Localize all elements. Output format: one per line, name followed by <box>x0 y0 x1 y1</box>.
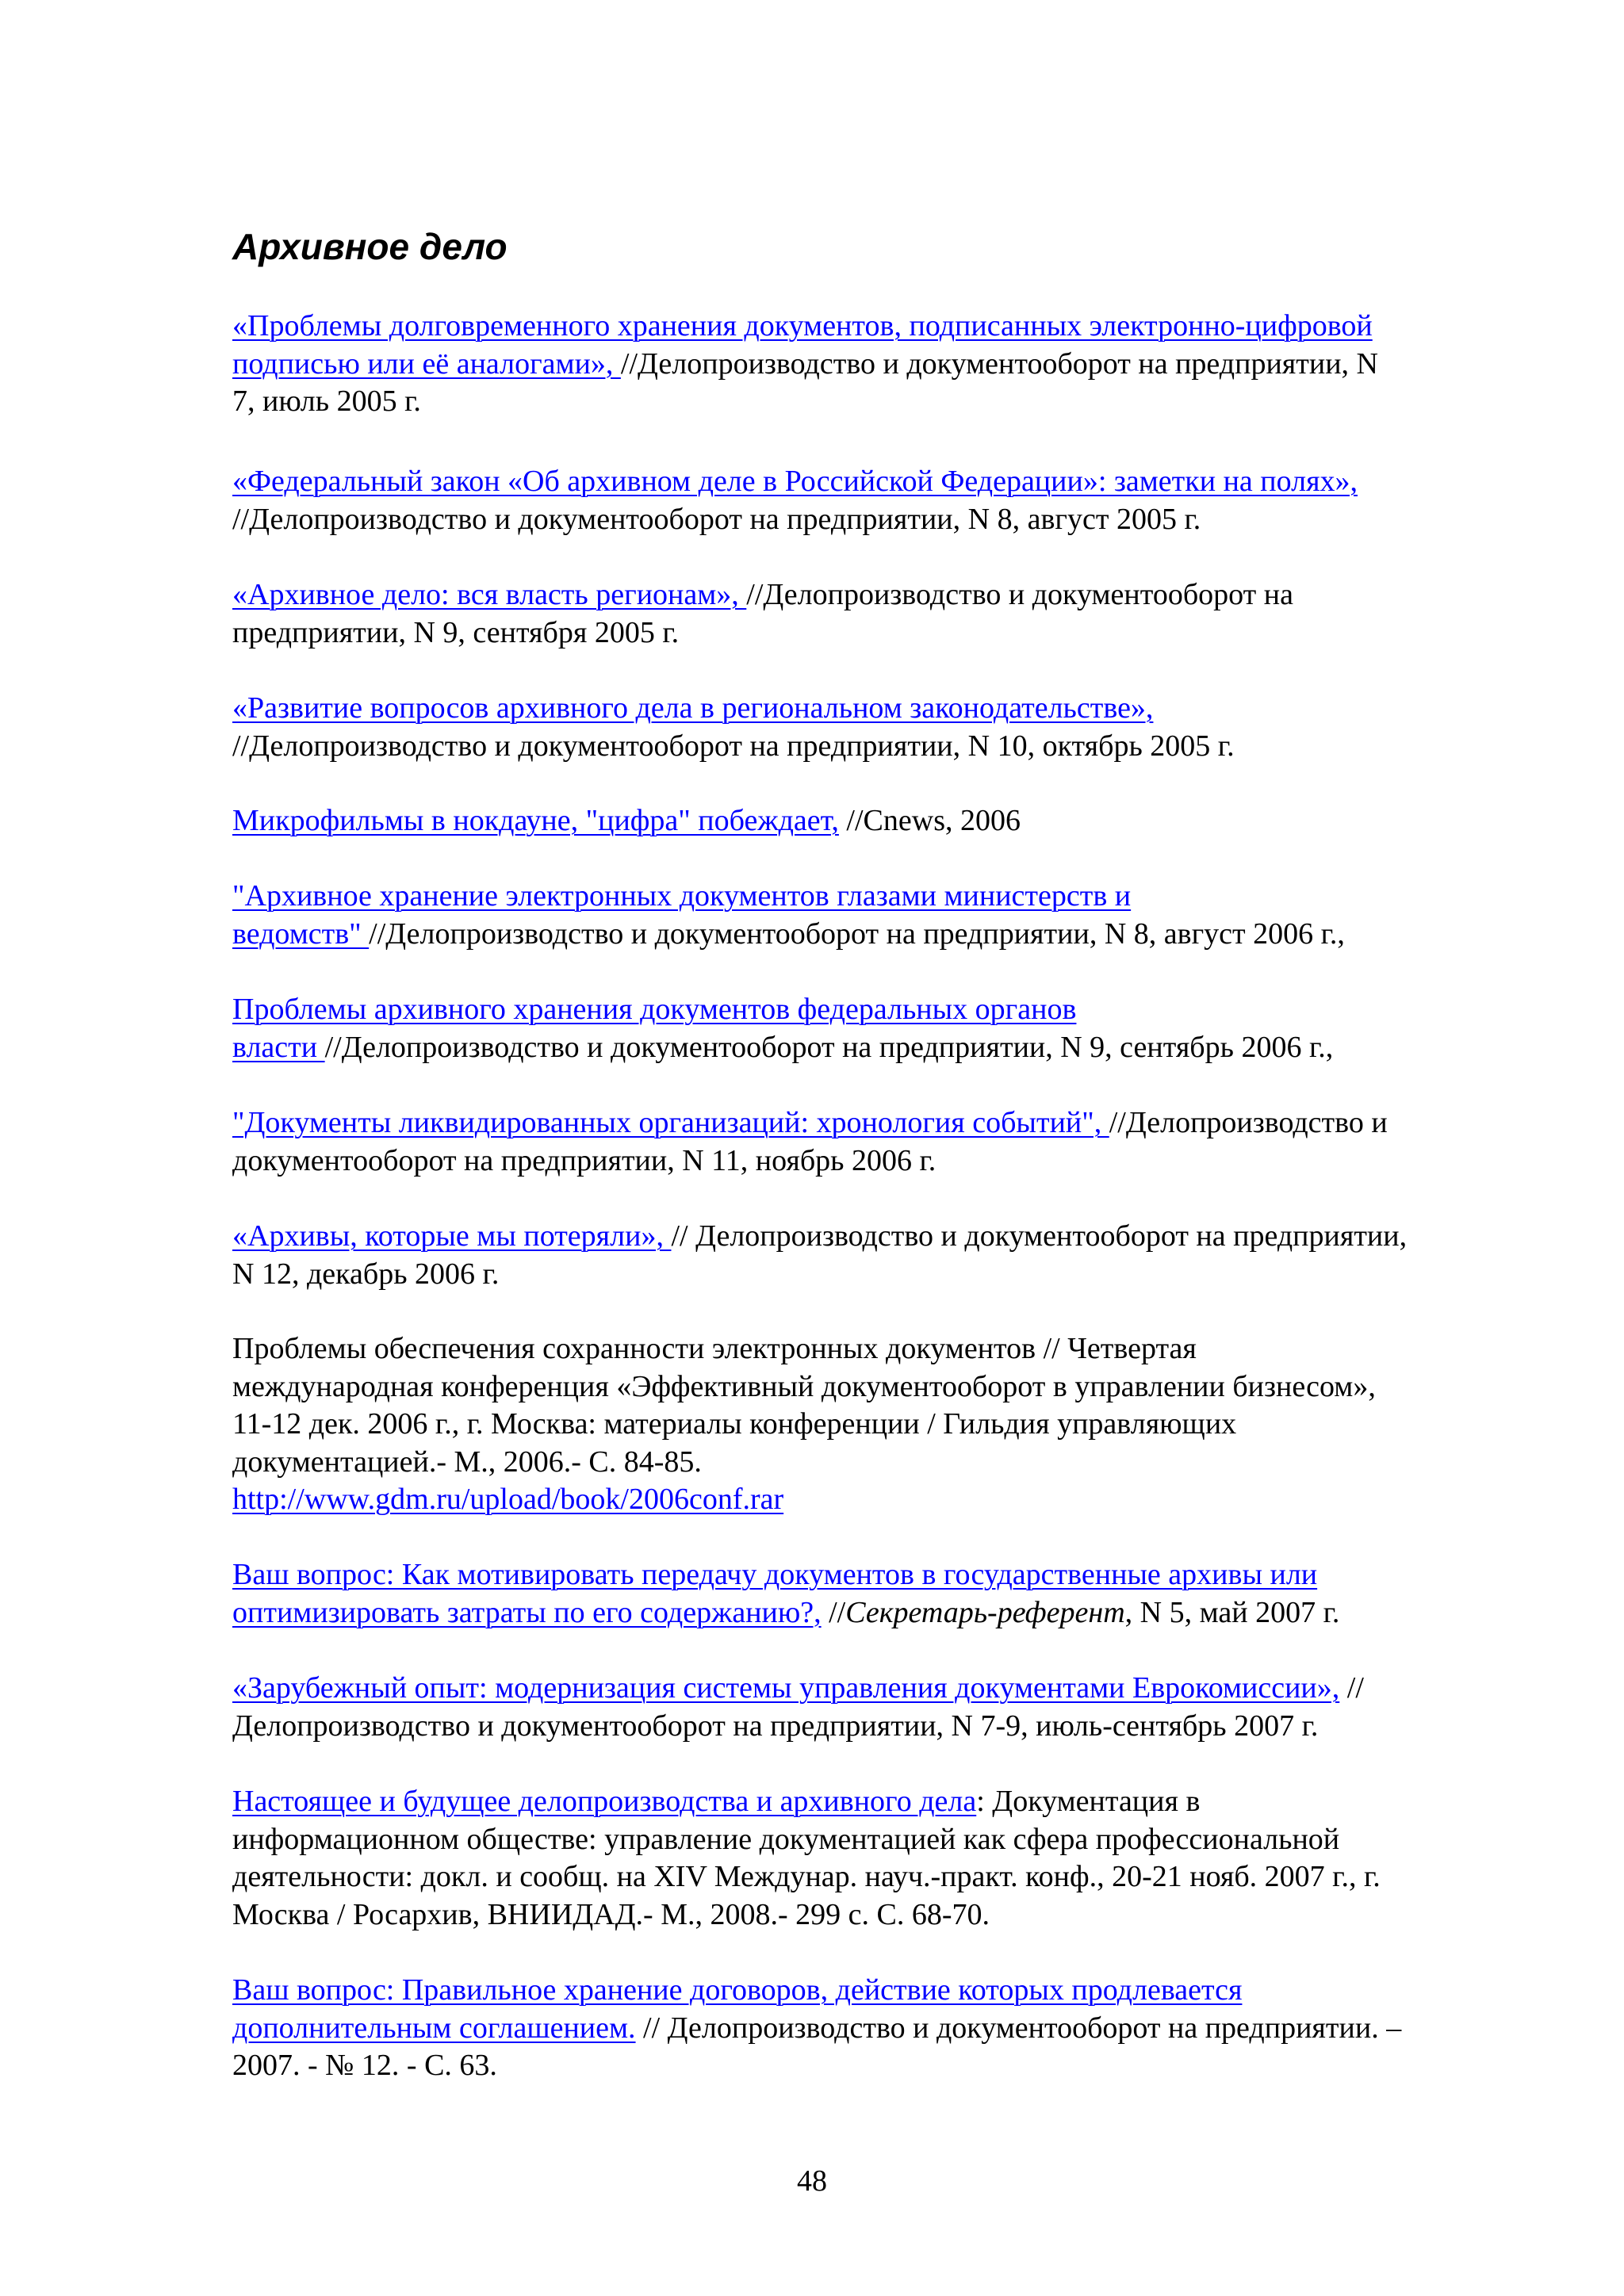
entry-source-text: Делопроизводство и документооборот на предприятии, N 7-9, июль-сентябрь 2007 г. <box>232 1709 1319 1743</box>
entry-line <box>232 346 1533 384</box>
entry-source-text: документацией.- М., 2006.- С. 84-85. <box>232 1445 702 1479</box>
entry-line <box>232 878 1533 916</box>
entry-source-text: международная конференция «Эффективный документооборот в управлении бизнесом», <box>232 1369 1376 1403</box>
entry-source-text: //Делопроизводство и документооборот на предприятии, N 10, октябрь 2005 г. <box>232 729 1235 763</box>
entry-source-text: Москва / Росархив, ВНИИДАД.- М., 2008.- 299 с. С. 68-70. <box>232 1897 990 1931</box>
bibliography-entry <box>232 576 1533 652</box>
bibliography-entry <box>232 1556 1533 1632</box>
entry-link[interactable]: оптимизировать затраты по его содержанию?, <box>232 1595 822 1629</box>
entry-line <box>232 1896 1533 1934</box>
bibliography-entry <box>232 802 1533 840</box>
entry-source-text: // Делопроизводство и документооборот на предприятии, <box>671 1219 1408 1253</box>
entry-link[interactable]: Ваш вопрос: Как мотивировать передачу документов в государственные архивы или <box>232 1558 1318 1591</box>
entry-link[interactable]: "Документы ликвидированных организаций: хронология событий", <box>232 1106 1109 1139</box>
entry-line <box>232 916 1533 954</box>
bibliography-entry <box>232 991 1533 1066</box>
entry-source-text: документооборот на предприятии, N 11, ноябрь 2006 г. <box>232 1143 936 1177</box>
entry-line <box>232 1218 1533 1256</box>
entry-source-text: 11-12 дек. 2006 г., г. Москва: материалы конференции / Гильдия управляющих <box>232 1407 1237 1441</box>
entry-line <box>232 1783 1533 1821</box>
entry-line <box>232 802 1533 840</box>
entry-source-text: //Делопроизводство и документооборот на предприятии, N 8, август 2006 г., <box>369 916 1345 951</box>
bibliography-entry <box>232 690 1533 765</box>
bibliography-entry <box>232 1104 1533 1180</box>
entry-source-text: 2007. - № 12. - С. 63. <box>232 2049 497 2082</box>
entry-link[interactable]: Ваш вопрос: Правильное хранение договоров, действие которых продлевается <box>232 1973 1243 2007</box>
entry-source-text: предприятии, N 9, сентября 2005 г. <box>232 615 680 649</box>
entry-link[interactable]: ведомств" <box>232 916 370 951</box>
entry-source-text: // Делопроизводство и документооборот на предприятии. – <box>635 2011 1402 2045</box>
entry-line <box>232 308 1533 346</box>
entry-line <box>232 1406 1533 1444</box>
entry-line <box>232 1330 1533 1368</box>
entry-line <box>232 1368 1533 1406</box>
entry-link[interactable]: Проблемы архивного хранения документов федеральных органов <box>232 993 1077 1026</box>
entry-line <box>232 1594 1533 1632</box>
entry-line <box>232 501 1533 539</box>
entry-line <box>232 1708 1533 1746</box>
entry-link[interactable]: подписью или её аналогами», <box>232 346 621 381</box>
entry-line <box>232 1670 1533 1708</box>
entry-line <box>232 1556 1533 1594</box>
entry-link[interactable]: «Развитие вопросов архивного дела в региональном законодательстве», <box>232 691 1154 725</box>
entry-link[interactable]: «Проблемы долговременного хранения документов, подписанных электронно-цифровой <box>232 309 1373 342</box>
entry-line <box>232 1858 1533 1896</box>
entry-line <box>232 1444 1533 1482</box>
entry-line <box>232 1142 1533 1181</box>
entry-source-text: , N 5, май 2007 г. <box>1124 1595 1340 1629</box>
bibliography-entry <box>232 463 1533 538</box>
entry-line <box>232 1029 1533 1067</box>
entry-link[interactable]: «Федеральный закон «Об архивном деле в Российской Федерации»: заметки на полях», <box>232 465 1358 498</box>
entry-source-text: //Делопроизводство и документооборот на предприятии, N 8, август 2005 г. <box>232 502 1201 536</box>
entry-line <box>232 383 1533 421</box>
entry-source-text: //Cnews, 2006 <box>838 804 1021 837</box>
entry-source-text: N 12, декабрь 2006 г. <box>232 1257 500 1291</box>
entry-line <box>232 2010 1533 2048</box>
entry-link[interactable]: Микрофильмы в нокдауне, "цифра" побеждает, <box>232 804 839 837</box>
page-number: 48 <box>797 2164 827 2198</box>
bibliography-entry <box>232 1670 1533 1745</box>
entry-link[interactable]: "Архивное хранение электронных документов глазами министерств и <box>232 879 1132 913</box>
entry-line <box>232 1256 1533 1294</box>
entry-source-text: // <box>821 1595 846 1629</box>
entry-source-text: информационном обществе: управление документацией как сфера профессиональной <box>232 1822 1340 1856</box>
entry-line <box>232 728 1533 766</box>
entry-link[interactable]: http://www.gdm.ru/upload/book/2006conf.rar <box>232 1483 784 1516</box>
entry-source-text: : Документация в <box>976 1785 1201 1818</box>
entry-link[interactable]: власти <box>232 1030 325 1064</box>
entry-line <box>232 2047 1533 2085</box>
entry-link[interactable]: «Архивы, которые мы потеряли», <box>232 1219 672 1253</box>
entry-source-text: //Делопроизводство и документооборот на <box>746 578 1293 611</box>
entry-source-text: 7, июль 2005 г. <box>232 385 421 418</box>
entry-line <box>232 1972 1533 2010</box>
entry-line <box>232 1821 1533 1859</box>
entry-source-text: //Делопроизводство и документооборот на предприятии, N 9, сентябрь 2006 г., <box>324 1030 1334 1064</box>
entry-link[interactable]: Настоящее и будущее делопроизводства и архивного дела <box>232 1785 977 1818</box>
entry-line <box>232 991 1533 1029</box>
entry-source-text: деятельности: докл. и сообщ. на XIV Междунар. науч.-практ. конф., 20-21 нояб. 2007 г., г. <box>232 1860 1381 1893</box>
bibliography-entry <box>232 308 1533 421</box>
section-title: Архивное дело <box>232 226 508 267</box>
entry-link[interactable]: дополнительным соглашением. <box>232 2011 636 2045</box>
entry-line <box>232 463 1533 501</box>
bibliography-entry <box>232 1218 1533 1293</box>
entry-source-text: // <box>1339 1671 1364 1705</box>
entry-line <box>232 1104 1533 1142</box>
bibliography-entry <box>232 1783 1533 1934</box>
entry-line <box>232 1481 1533 1519</box>
entry-source-text: Проблемы обеспечения сохранности электронных документов // Четвертая <box>232 1332 1197 1365</box>
entry-line <box>232 576 1533 614</box>
entry-link[interactable]: «Зарубежный опыт: модернизация системы управления документами Еврокомиссии», <box>232 1671 1340 1705</box>
bibliography-entry <box>232 878 1533 953</box>
entry-source-text: //Делопроизводство и документооборот на предприятии, N <box>620 346 1378 381</box>
entry-line <box>232 690 1533 728</box>
entry-line <box>232 614 1533 652</box>
entry-link[interactable]: «Архивное дело: вся власть регионам», <box>232 578 747 611</box>
entry-source-text: //Делопроизводство и <box>1109 1106 1388 1139</box>
bibliography-entry <box>232 1972 1533 2085</box>
entry-source-italic: Секретарь-референт <box>845 1595 1125 1629</box>
bibliography-entry <box>232 1330 1533 1519</box>
